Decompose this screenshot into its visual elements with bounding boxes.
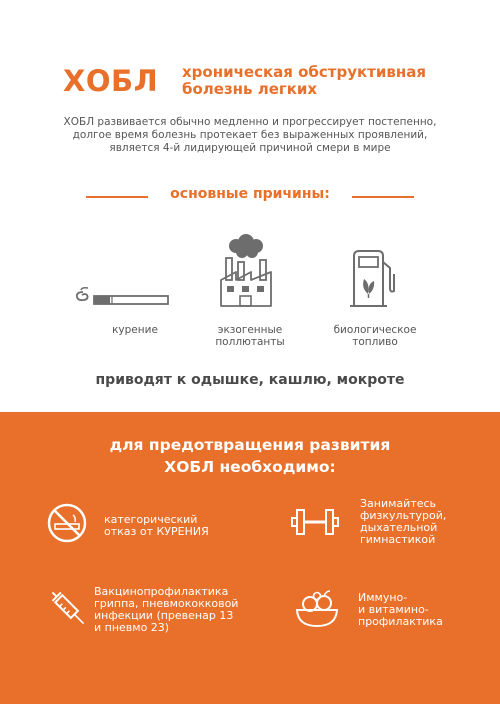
prevention-text-line: Занимайтесь <box>360 497 437 510</box>
cause-label-line: топливо <box>352 336 398 348</box>
prevention-text-line: гриппа, пневмококковой <box>94 597 239 610</box>
fuel-pump-icon <box>348 248 398 308</box>
prevention-text-line: отказ от КУРЕНИЯ <box>104 525 209 538</box>
cigarette-icon <box>74 284 172 310</box>
page-title-full-name <box>182 64 426 98</box>
cause-label-line: экзогенные <box>217 324 283 336</box>
prevention-text <box>104 514 209 538</box>
intro-line: является 4-й лидирующей причиной смери в мире <box>109 142 391 154</box>
intro-text <box>40 116 460 155</box>
causes-heading <box>86 186 414 208</box>
prevention-section <box>0 412 500 704</box>
full-name-line: хроническая обструктивная <box>182 63 426 81</box>
cause-label <box>320 324 430 348</box>
prevention-text-line: Вакцинопрофилактика <box>94 585 229 598</box>
prevention-text-line: физкультурой, <box>360 509 447 522</box>
prevention-title <box>0 434 500 478</box>
prevention-title-line: для предотвращения развития <box>109 436 391 454</box>
causes-title: основные причины: <box>170 186 330 202</box>
prevention-text-line: профилактика <box>358 615 443 628</box>
prevention-title-line: ХОБЛ необходимо: <box>164 458 336 476</box>
page-title-abbreviation: ХОБЛ <box>63 64 159 98</box>
prevention-text-line: инфекции (превенар 13 <box>94 609 234 622</box>
prevention-text-line: категорический <box>104 513 198 526</box>
divider <box>352 196 414 198</box>
factory-icon <box>218 234 274 308</box>
prevention-text <box>358 592 443 628</box>
no-smoking-icon <box>46 502 88 544</box>
prevention-text-line: гимнастикой <box>360 533 436 546</box>
prevention-text <box>360 498 446 546</box>
prevention-text-line: и пневмо 23) <box>94 621 170 634</box>
intro-line: ХОБЛ развивается обычно медленно и прогрессирует постепенно, <box>63 116 437 128</box>
syringe-icon <box>46 586 90 630</box>
cause-label <box>200 324 300 348</box>
dumbbell-icon <box>290 504 340 540</box>
cause-label-line: поллютанты <box>215 336 285 348</box>
fruit-bowl-icon <box>294 588 340 630</box>
prevention-text-line: дыхательной <box>360 521 438 534</box>
prevention-text <box>94 586 238 634</box>
prevention-text-line: Иммуно- <box>358 591 408 604</box>
prevention-text-line: и витамино- <box>358 603 429 616</box>
cause-label-line: биологическое <box>333 324 417 336</box>
causes-result: приводят к одышке, кашлю, мокроте <box>95 372 405 388</box>
full-name-line: болезнь легких <box>182 80 318 98</box>
intro-line: долгое время болезнь протекает без выраженных проявлений, <box>72 129 428 141</box>
cause-label-line: курение <box>112 324 158 336</box>
cause-label <box>90 324 180 336</box>
